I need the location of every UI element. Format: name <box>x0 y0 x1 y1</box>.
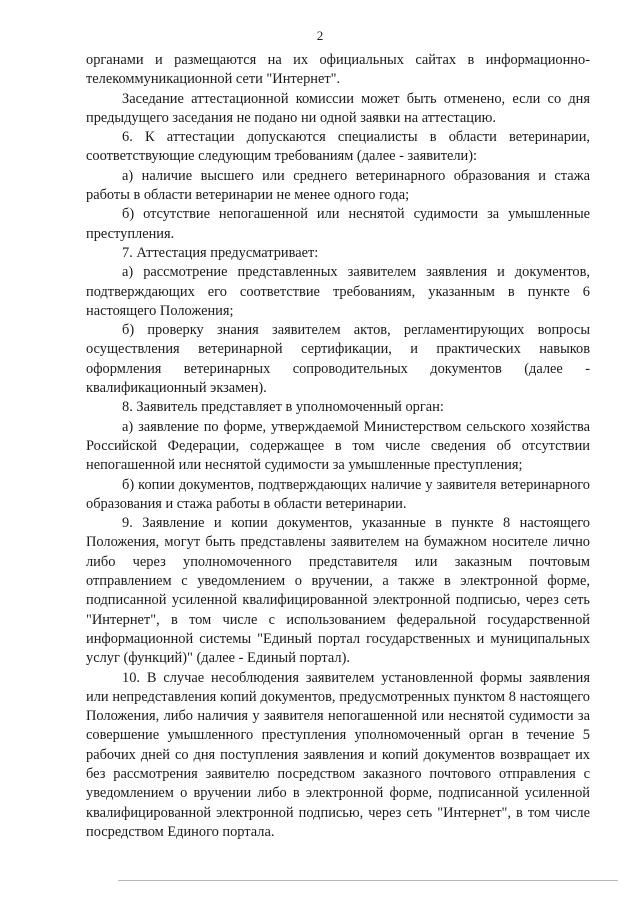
paragraph-meeting-cancel: Заседание аттестационной комиссии может быть отменено, если со дня предыдущего заседания не подано ни одной заявки на аттестацию. <box>86 90 590 126</box>
document-body <box>86 51 590 842</box>
paragraph-item-8b: б) копии документов, подтверждающих наличие у заявителя ветеринарного образования и стажа работы в области ветеринарии. <box>86 476 590 512</box>
paragraph-item-6: 6. К аттестации допускаются специалисты в области ветеринарии, соответствующие следующим требованиям (далее - заявители): <box>86 129 590 165</box>
paragraph-item-6a: а) наличие высшего или среднего ветеринарного образования и стажа работы в области ветеринарии не менее одного года; <box>86 167 590 204</box>
paragraph-item-7: 7. Аттестация предусматривает: <box>122 244 319 261</box>
paragraph-item-7a: а) рассмотрение представленных заявителем заявления и документов, подтверждающих его соответствие требованиям, указанным в пункте 6 настоящего Положения; <box>86 264 590 319</box>
paragraph-item-8: 8. Заявитель представляет в уполномоченный орган: <box>122 399 444 416</box>
page-number: 2 <box>316 28 324 43</box>
paragraph-item-7b: б) проверку знания заявителем актов, регламентирующих вопросы осуществления ветеринарной сертификации, и практических навыков оформления ветеринарных сопроводительных документов (далее - квалификационный экзамен). <box>86 322 590 397</box>
paragraph-continuation: органами и размещаются на их официальных сайтах в информационно-телекоммуникационной сети "Интернет". <box>86 52 590 88</box>
paragraph-item-10: 10. В случае несоблюдения заявителем установленной формы заявления или непредставления копий документов, предусмотренных пунктом 8 настоящего Положения, либо наличия у заявителя непогашенной или неснятой судимости за совершение умышленного преступления уполномоченный орган в течение 5 рабочих дней со дня поступления заявления и копий документов возвращает их без рассмотрения заявителю посредством заказного почтового отправления с уведомлением о вручении либо в электронной форме, подписанной усиленной квалифицированной электронной подписью, через сеть "Интернет", в том числе посредством Единого портала. <box>86 669 590 840</box>
paragraph-item-9: 9. Заявление и копии документов, указанные в пункте 8 настоящего Положения, могут быть представлены заявителем на бумажном носителе лично либо через уполномоченного представителя или заказным почтовым отправлением с уведомлением о вручении, а также в электронной форме, подписанной усиленной квалифицированной электронной подписью, через сеть "Интернет", в том числе с использованием федеральной государственной информационной системы "Единый портал государственных и муниципальных услуг (функций)" (далее - Единый портал). <box>86 515 590 667</box>
paragraph-item-8a: а) заявление по форме, утверждаемой Министерством сельского хозяйства Российской Федерации, содержащее в том числе сведения об отсутствии непогашенной или неснятой судимости за умышленные преступления; <box>86 418 590 474</box>
paragraph-item-6b: б) отсутствие непогашенной или неснятой судимости за умышленные преступления. <box>86 206 590 242</box>
bottom-divider <box>118 880 618 881</box>
